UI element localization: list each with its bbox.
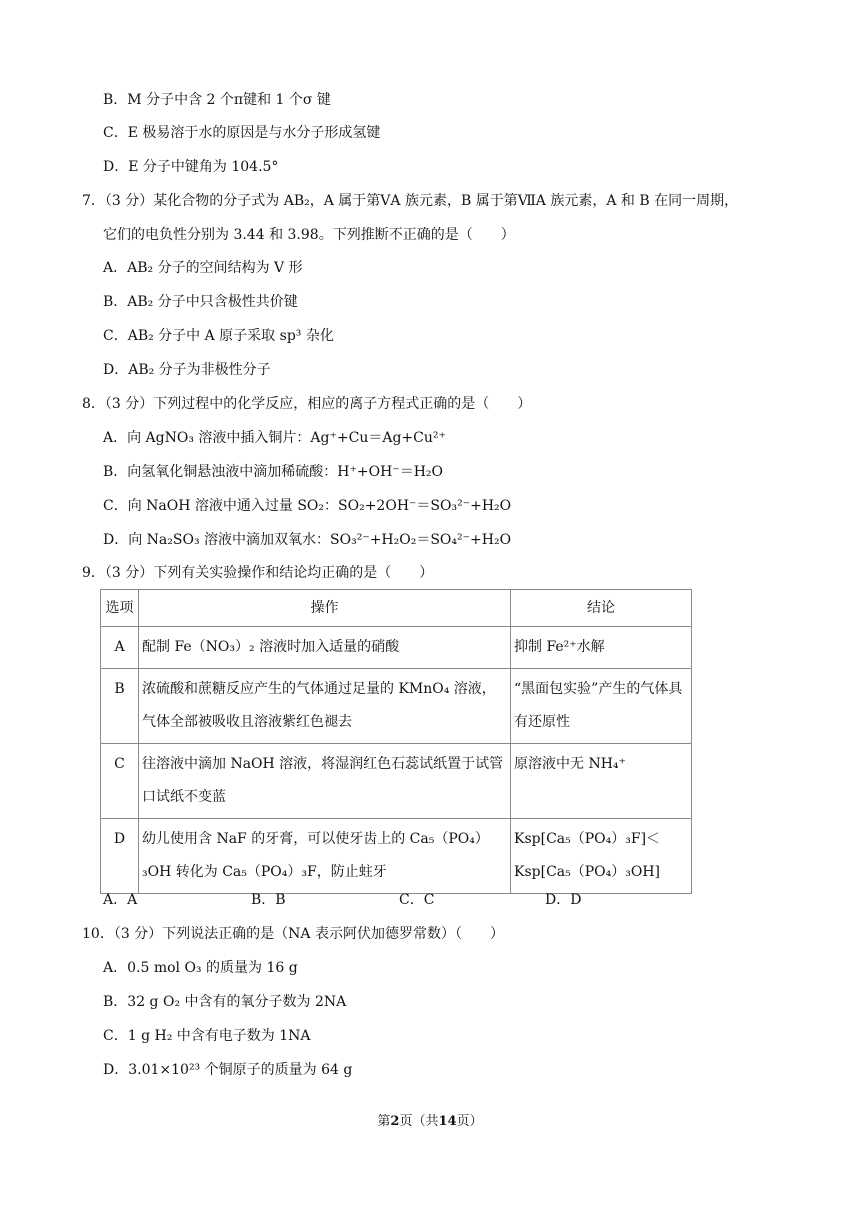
- q10-option-d: D．3.01×10²³ 个铜原子的质量为 64 g: [103, 1062, 353, 1078]
- table-row: [101, 744, 692, 819]
- row-conclusion: 抑制 Fe²⁺水解: [511, 627, 692, 669]
- header-option: 选项: [101, 590, 139, 627]
- q7-number: 7．: [82, 193, 105, 209]
- q6-option-c: C．E 极易溶于水的原因是与水分子形成氢键: [103, 125, 381, 141]
- total-pages: 14: [438, 1114, 457, 1129]
- q9-table: [100, 589, 692, 894]
- q7-option-a: A．AB₂ 分子的空间结构为 V 形: [103, 260, 303, 276]
- q9-choice-c: C．C: [399, 892, 435, 908]
- q9-choice-b: B．B: [251, 892, 286, 908]
- q8-stem: [82, 394, 531, 414]
- footer-suffix: 页）: [456, 1114, 483, 1129]
- q9-number: 9．: [82, 565, 105, 581]
- row-option: C: [101, 744, 139, 819]
- row-conclusion: “黑面包实验”产生的气体具有还原性: [511, 669, 692, 744]
- row-operation: 配制 Fe（NO₃）₂ 溶液时加入适量的硝酸: [139, 627, 511, 669]
- q8-option-b: B．向氢氧化铜悬浊液中滴加稀硫酸：H⁺+OH⁻＝H₂O: [103, 464, 443, 480]
- q9-choice-a: A．A: [103, 892, 138, 908]
- q7-stem-text-1: （3 分）某化合物的分子式为 AB₂，A 属于第ⅤA 族元素，B 属于第ⅦA 族元素，A 和 B 在同一周期，: [104, 193, 739, 209]
- page-footer: [0, 1110, 860, 1129]
- table-header-row: [101, 590, 692, 627]
- table-row: [101, 627, 692, 669]
- page-number: 2: [390, 1114, 400, 1129]
- footer-mid: 页（共: [399, 1114, 439, 1129]
- table-row: [101, 819, 692, 894]
- q7-stem-line1: [82, 191, 738, 211]
- q10-option-b: B．32 g O₂ 中含有的氧分子数为 2NA: [103, 994, 347, 1010]
- row-option: A: [101, 627, 139, 669]
- q9-stem-text: （3 分）下列有关实验操作和结论均正确的是（ ）: [104, 565, 434, 581]
- row-operation: 幼儿使用含 NaF 的牙膏，可以使牙齿上的 Ca₅（PO₄）₃OH 转化为 Ca₅（PO₄）₃F，防止蛀牙: [139, 819, 511, 894]
- q10-stem-text: （3 分）下列说法正确的是（NA 表示阿伏加德罗常数）（ ）: [113, 926, 504, 942]
- row-operation: 往溶液中滴加 NaOH 溶液，将湿润红色石蕊试纸置于试管口试纸不变蓝: [139, 744, 511, 819]
- q9-choice-d: D．D: [545, 892, 582, 908]
- row-option: B: [101, 669, 139, 744]
- row-option: D: [101, 819, 139, 894]
- q8-option-a: A．向 AgNO₃ 溶液中插入铜片：Ag⁺+Cu＝Ag+Cu²⁺: [103, 430, 446, 446]
- row-operation: 浓硫酸和蔗糖反应产生的气体通过足量的 KMnO₄ 溶液，气体全部被吸收且溶液紫红色褪去: [139, 669, 511, 744]
- header-operation: 操作: [139, 590, 511, 627]
- q10-number: 10．: [82, 926, 114, 942]
- row-conclusion: 原溶液中无 NH₄⁺: [511, 744, 692, 819]
- q7-option-c: C．AB₂ 分子中 A 原子采取 sp³ 杂化: [103, 328, 334, 344]
- table-row: [101, 669, 692, 744]
- q8-number: 8．: [82, 396, 105, 412]
- header-conclusion: 结论: [511, 590, 692, 627]
- q6-option-d: D．E 分子中键角为 104.5°: [103, 159, 279, 175]
- q10-stem: [82, 924, 504, 944]
- q6-option-b: B．M 分子中含 2 个π键和 1 个σ 键: [103, 92, 331, 108]
- row-conclusion: Ksp[Ca₅（PO₄）₃F]＜Ksp[Ca₅（PO₄）₃OH]: [511, 819, 692, 894]
- footer-prefix: 第: [377, 1114, 391, 1129]
- q8-option-c: C．向 NaOH 溶液中通入过量 SO₂：SO₂+2OH⁻＝SO₃²⁻+H₂O: [103, 498, 512, 514]
- q8-stem-text: （3 分）下列过程中的化学反应，相应的离子方程式正确的是（ ）: [104, 396, 532, 412]
- q10-option-a: A．0.5 mol O₃ 的质量为 16 g: [103, 960, 298, 976]
- q10-option-c: C．1 g H₂ 中含有电子数为 1NA: [103, 1028, 311, 1044]
- q9-choices: [103, 890, 581, 910]
- q8-option-d: D．向 Na₂SO₃ 溶液中滴加双氧水：SO₃²⁻+H₂O₂＝SO₄²⁻+H₂O: [103, 532, 512, 548]
- q7-option-b: B．AB₂ 分子中只含极性共价键: [103, 294, 298, 310]
- q9-stem: [82, 563, 433, 583]
- q7-stem-line2: 它们的电负性分别为 3.44 和 3.98。下列推断不正确的是（ ）: [103, 227, 515, 243]
- q7-option-d: D．AB₂ 分子为非极性分子: [103, 362, 271, 378]
